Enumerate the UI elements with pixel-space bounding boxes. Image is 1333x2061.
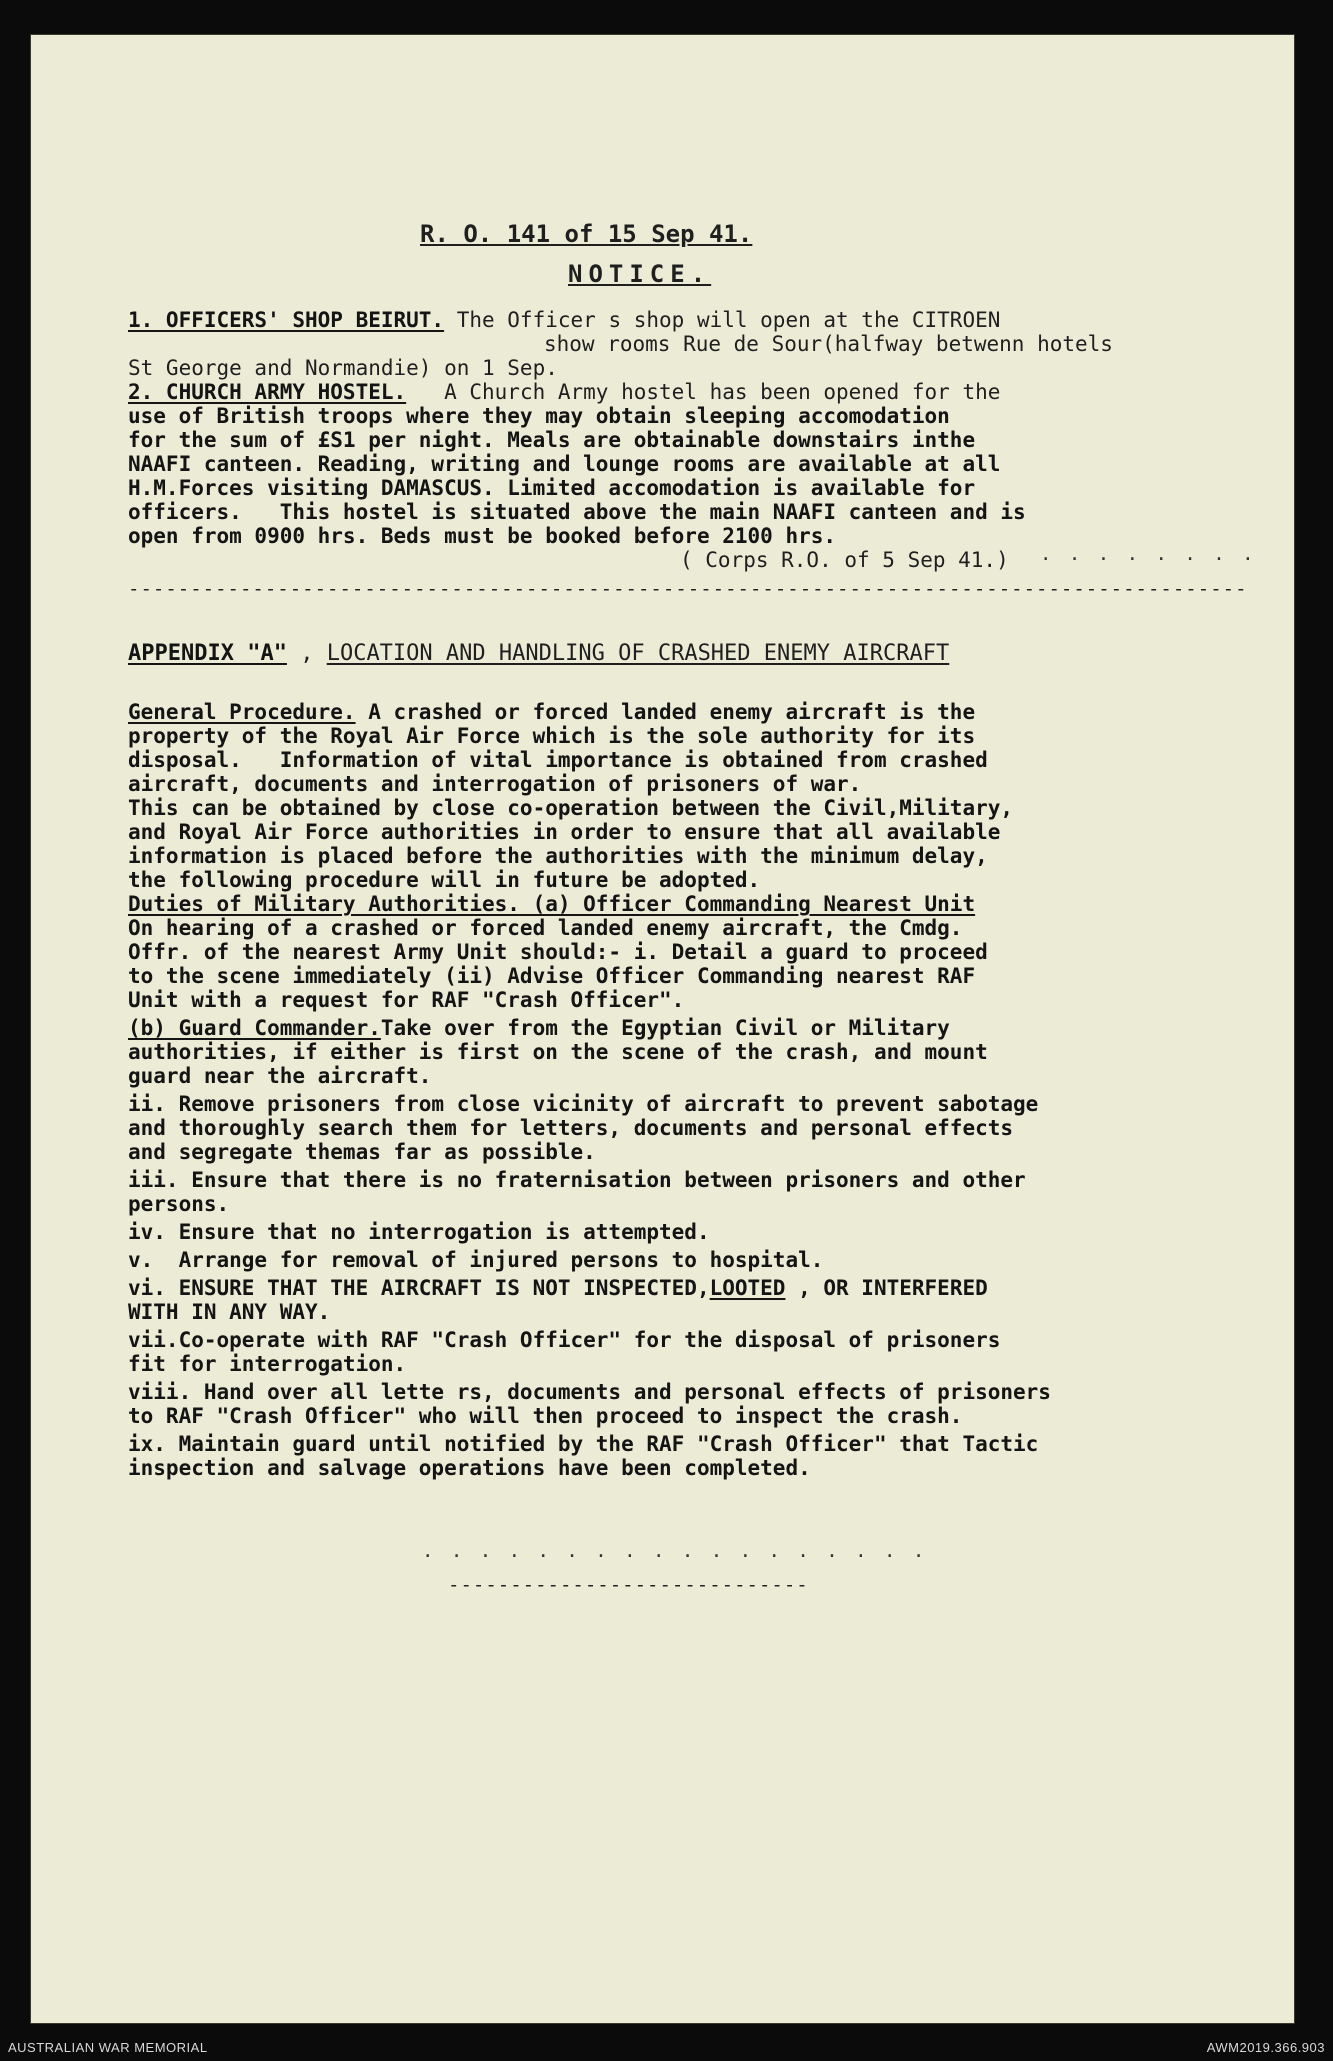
point-ii-line3: and segregate themas far as possible. <box>128 1140 596 1164</box>
item2-line4: NAAFI canteen. Reading, writing and lounge rooms are available at all <box>128 452 1001 476</box>
guard-commander-heading: (b) Guard Commander. <box>128 1016 381 1040</box>
officer-commanding-subheading: (a) Officer Commanding Nearest Unit <box>519 892 976 916</box>
dm-line4: to the scene immediately (ii) Advise Officer Commanding nearest RAF <box>128 964 976 988</box>
point-vi-line2: WITH IN ANY WAY. <box>128 1300 331 1324</box>
document-page <box>30 34 1295 2024</box>
point-ii-line1: ii. Remove prisoners from close vicinity of aircraft to prevent sabotage <box>128 1092 1039 1116</box>
item2-line1: 2. CHURCH ARMY HOSTEL. A Church Army hostel has been opened for the <box>128 380 1001 404</box>
point-vii-line2: fit for interrogation. <box>128 1352 407 1376</box>
point-ix-line1: ix. Maintain guard until notified by the RAF "Crash Officer" that Tactic <box>128 1432 1039 1456</box>
gp-line4: aircraft, documents and interrogation of prisoners of war. <box>128 772 862 796</box>
point-vii-line1: vii.Co-operate with RAF "Crash Officer" for the disposal of prisoners <box>128 1328 1001 1352</box>
gp-line7: information is placed before the authorities with the minimum delay, <box>128 844 988 868</box>
gp-line8: the following procedure will in future be adopted. <box>128 868 761 892</box>
item2-line3: for the sum of £S1 per night. Meals are obtainable downstairs inthe <box>128 428 976 452</box>
point-iii-line1: iii. Ensure that there is no fraternisation between prisoners and other <box>128 1168 1026 1192</box>
notice-title: NOTICE. <box>568 260 712 288</box>
point-iv: iv. Ensure that no interrogation is attempted. <box>128 1220 710 1244</box>
point-ix-line2: inspection and salvage operations have been completed. <box>128 1456 811 1480</box>
looted-emphasis: LOOTED <box>709 1276 786 1300</box>
point-viii-line2: to RAF "Crash Officer" who will then proceed to inspect the crash. <box>128 1404 963 1428</box>
gp-line2: property of the Royal Air Force which is the sole authority for its <box>128 724 976 748</box>
appendix-heading: APPENDIX "A" , LOCATION AND HANDLING OF CRASHED ENEMY AIRCRAFT <box>128 641 950 666</box>
dm-line1 <box>128 892 1248 917</box>
dm-line3: Offr. of the nearest Army Unit should:- i. Detail a guard to proceed <box>128 940 988 964</box>
item1-line2: show rooms Rue de Sour(halfway betwenn hotels <box>544 332 1113 356</box>
item2-heading: 2. CHURCH ARMY HOSTEL. <box>128 380 407 404</box>
appendix-label: APPENDIX "A" <box>128 641 287 666</box>
item1-line3: St George and Normandie) on 1 Sep. <box>128 356 558 380</box>
general-procedure-heading: General Procedure. <box>128 700 356 724</box>
gc-line2: authorities, if either is first on the scene of the crash, and mount <box>128 1040 988 1064</box>
item2-source: ( Corps R.O. of 5 Sep 41.) <box>680 548 1009 572</box>
gp-line1: General Procedure. A crashed or forced landed enemy aircraft is the <box>128 700 976 724</box>
section-divider: ------------------------------------------------------------------------------------------ <box>128 578 1248 600</box>
gp-line3: disposal. Information of vital importance is obtained from crashed <box>128 748 988 772</box>
item2-line5: H.M.Forces visiting DAMASCUS. Limited accomodation is available for <box>128 476 976 500</box>
appendix-title: LOCATION AND HANDLING OF CRASHED ENEMY AIRCRAFT <box>326 641 950 666</box>
duties-heading: Duties of Military Authorities. <box>128 892 520 916</box>
gp-line6: and Royal Air Force authorities in order to ensure that all available <box>128 820 1001 844</box>
routine-order-reference: R. O. 141 of 15 Sep 41. <box>420 220 753 248</box>
item2-line7: open from 0900 hrs. Beds must be booked before 2100 hrs. <box>128 524 837 548</box>
archive-reference: AWM2019.366.903 <box>1206 2040 1325 2055</box>
archive-credit: AUSTRALIAN WAR MEMORIAL <box>8 2040 208 2055</box>
end-dotted-line: . . . . . . . . . . . . . . . . . . <box>422 1540 928 1562</box>
item1-line1: 1. OFFICERS' SHOP BEIRUT. The Officer s shop will open at the CITROEN <box>128 308 1001 332</box>
item2-line2: use of British troops where they may obtain sleeping accomodation <box>128 404 950 428</box>
dm-line2: On hearing of a crashed or forced landed enemy aircraft, the Cmdg. <box>128 916 963 940</box>
point-viii-line1: viii. Hand over all lette rs, documents and personal effects of prisoners <box>128 1380 1051 1404</box>
gc-line1: (b) Guard Commander.Take over from the Egyptian Civil or Military <box>128 1016 950 1040</box>
point-v: v. Arrange for removal of injured persons to hospital. <box>128 1248 824 1272</box>
item1-heading: 1. OFFICERS' SHOP BEIRUT. <box>128 308 445 332</box>
point-iii-line2: persons. <box>128 1192 230 1216</box>
dm-line5: Unit with a request for RAF "Crash Officer". <box>128 988 685 1012</box>
point-vi-line1: vi. ENSURE THAT THE AIRCRAFT IS NOT INSPECTED,LOOTED , OR INTERFERED <box>128 1276 988 1300</box>
item2-line6: officers. This hostel is situated above the main NAAFI canteen and is <box>128 500 1026 524</box>
point-ii-line2: and thoroughly search them for letters, documents and personal effects <box>128 1116 1014 1140</box>
dotted-trail: · · · · · · · · <box>1040 548 1257 570</box>
end-divider: ----------------------------- <box>448 1574 809 1596</box>
gc-line3: guard near the aircraft. <box>128 1064 432 1088</box>
gp-line5: This can be obtained by close co-operation between the Civil,Military, <box>128 796 1014 820</box>
